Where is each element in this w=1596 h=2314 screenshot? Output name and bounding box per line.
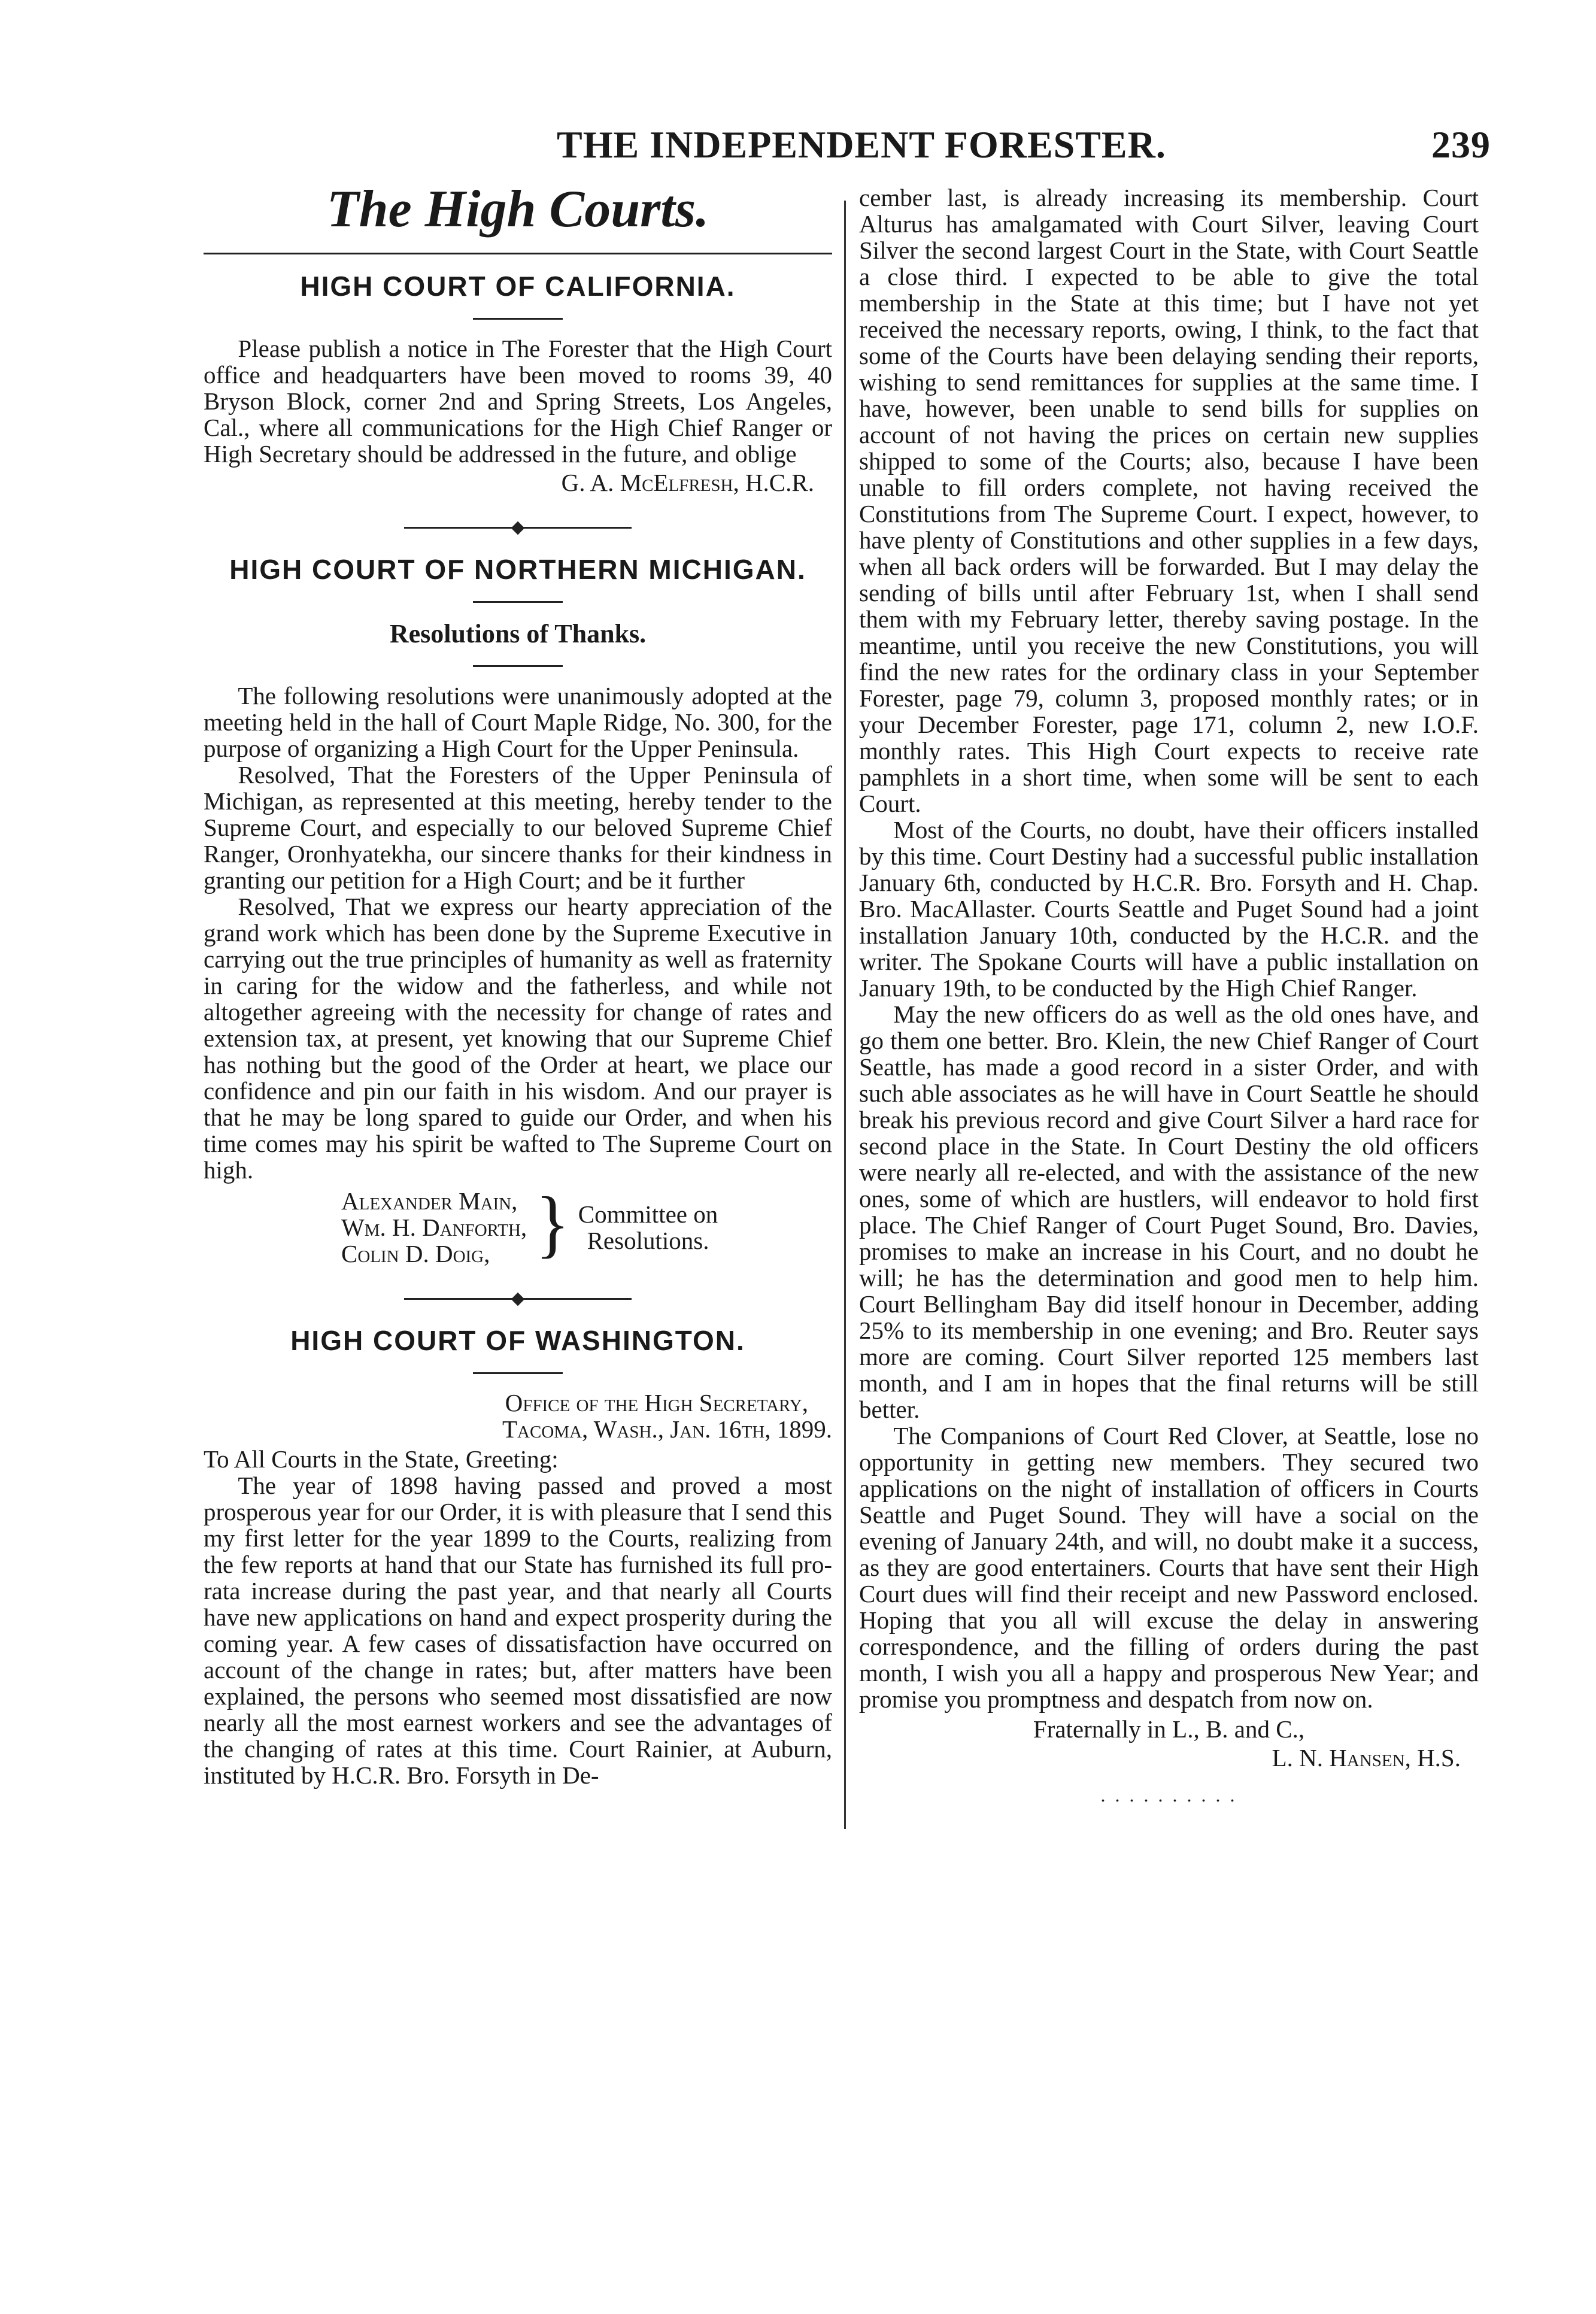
committee-label-line: Committee on bbox=[578, 1200, 718, 1228]
michigan-subrule bbox=[473, 665, 563, 667]
washington-heading: HIGH COURT OF WASHINGTON. bbox=[290, 1325, 745, 1356]
committee-member: Wm. H. Danforth, bbox=[341, 1214, 527, 1241]
washington-paragraph-3: May the new officers do as well as the old ones have, and go them one better. Bro. Klein, the new Chief Ranger of Court Seattle, has made a good record in a sister Order, and with such able associates as he will have in Court Seattle he should break his previous record and give Court Silver a hard race for second place in the State. In Court Destiny the old officers were nearly all re-elected, and with the assistance of the new ones, some of which are hustlers, will endeavor to hold first place. The Chief Ranger of Court Puget Sound, Bro. Davies, promises to make an increase in his Court, and no doubt he will; he has the determination and good men to help him. Court Bellingham Bay did itself honour in December, adding 25% to its membership in one evening; and Bro. Reuter says more are coming. Court Silver reported 125 members last month, and I am in hopes that the final returns will be still better. bbox=[859, 1000, 1479, 1423]
page-number: 239 bbox=[1431, 123, 1491, 166]
office-line: Office of the High Secretary, bbox=[505, 1389, 808, 1417]
washington-paragraph-2: Most of the Courts, no doubt, have their officers installed by this time. Court Destiny had a successful public installation January 6th, conducted by H.C.R. Bro. Forsyth and H. Chap. Bro. MacAllaster. Courts Seattle and Puget Sound had a joint installation January 10th, conducted by the H.C.R. and the writer. The Spokane Courts will have a public installation on January 19th, to be conducted by the High Chief Ranger. bbox=[859, 816, 1479, 1002]
california-heading: HIGH COURT OF CALIFORNIA. bbox=[300, 271, 736, 302]
michigan-resolved-2: Resolved, That we express our hearty appreciation of the grand work which has been done by the Supreme Executive in carrying out the true principles of humanity as well as fraternity in caring for the widow and the fatherless, and while not altogether agreeing with the necessity for change of rates and extension tax, at present, yet knowing that our Supreme Chief has nothing but the good of the Order at heart, we place our confidence and pin our faith in his wisdom. And our prayer is that he may be long spared to guide our Order, and when his time comes may his spirit be wafted to The Supreme Court on high. bbox=[204, 893, 832, 1184]
michigan-heading: HIGH COURT OF NORTHERN MICHIGAN. bbox=[229, 554, 806, 585]
office-dateline bbox=[204, 1390, 832, 1442]
dateline: Tacoma, Wash., Jan. 16th, 1899. bbox=[502, 1415, 832, 1443]
ornament-divider bbox=[204, 1285, 832, 1309]
running-head bbox=[557, 123, 1491, 171]
washington-signature: L. N. Hansen, H.S. bbox=[1272, 1744, 1461, 1772]
committee-member: Alexander Main, bbox=[341, 1187, 518, 1215]
california-signature: G. A. McElfresh, H.C.R. bbox=[561, 469, 814, 496]
california-body: Please publish a notice in The Forester that the High Court office and headquarters have been moved to rooms 39, 40 Bryson Block, corner 2nd and Spring Streets, Los Angeles, Cal., where all communications for the High Chief Ranger or High Secretary should be addressed in the future, and oblige bbox=[204, 335, 832, 468]
column-divider bbox=[844, 201, 846, 1829]
left-column bbox=[204, 180, 832, 1788]
greeting: To All Courts in the State, Greeting: bbox=[204, 1445, 559, 1473]
ornament-divider bbox=[204, 514, 832, 538]
committee-label bbox=[578, 1201, 718, 1254]
michigan-intro: The following resolutions were unanimously adopted at the meeting held in the hall of Court Maple Ridge, No. 300, for the purpose of organizing a High Court for the Upper Peninsula. bbox=[204, 682, 832, 762]
closing-line: Fraternally in L., B. and C., bbox=[1033, 1715, 1305, 1743]
committee-names bbox=[341, 1188, 527, 1267]
michigan-subheading: Resolutions of Thanks. bbox=[389, 619, 647, 648]
right-column bbox=[859, 184, 1479, 1808]
committee-member: Colin D. Doig, bbox=[341, 1240, 490, 1267]
washington-paragraph-1: The year of 1898 having passed and proved a most prosperous year for our Order, it is with pleasure that I send this my first letter for the year 1899 to the Courts, realizing from the few reports at hand that our State has furnished its full pro-rata increase during the past year, and that nearly all Courts have new applications on hand and expect prosperity during the coming year. A few cases of dissatisfaction have occurred on account of the change in rates; but, after matters have been explained, the persons who seemed most dissatisfied are now nearly all the most earnest workers and see the advantages of the changing of rates at this time. Court Rainier, at Auburn, instituted by H.C.R. Bro. Forsyth in De- bbox=[204, 1472, 832, 1789]
washington-paragraph-1-cont: cember last, is already increasing its membership. Court Alturus has amalgamated with Court Silver, leaving Court Silver the second largest Court in the State, with Court Seattle a close third. I expected to be able to give the total membership in the State at this time; but I have not yet received the necessary reports, owing, I think, to the fact that some of the Courts have been delaying sending their reports, wishing to send remittances for supplies at the same time. I have, however, been unable to send bills for supplies on account of not having the prices on certain new supplies shipped to some of the Courts; also, because I have been unable to fill orders complete, not having received the Constitutions from The Supreme Court. I expect, however, to have plenty of Constitutions and other supplies in a few days, when all back orders will be forwarded. But I may delay the sending of bills until after February 1st, when I shall send them with my February letter, thereby saving postage. In the meantime, until you receive the new Constitutions, you will find the new rates for the ordinary class in your September Forester, page 79, column 3, proposed monthly rates; or in your December Forester, page 171, column 2, new I.O.F. monthly rates. This High Court expects to receive rate pamphlets in a short time, when some will be sent to each Court. bbox=[859, 184, 1479, 817]
journal-title: THE INDEPENDENT FORESTER. bbox=[557, 123, 1166, 166]
california-rule bbox=[473, 318, 563, 320]
section-title: The High Courts. bbox=[326, 180, 709, 238]
washington-paragraph-4: The Companions of Court Red Clover, at Seattle, lose no opportunity in getting new members. They secured two applications on the night of installation of officers in Courts Seattle and Puget Sound. They will have a social on the evening of January 24th, and will, no doubt make it a success, as they are good entertainers. Courts that have sent their High Court dues will find their receipt and new Password enclosed. Hoping that you all will excuse the delay in answering correspondence, and the filling of orders during the past month, I wish you all a happy and prosperous New Year; and promise you promptness and despatch from now on. bbox=[859, 1422, 1479, 1713]
michigan-resolved-1: Resolved, That the Foresters of the Upper Peninsula of Michigan, as represented at this meeting, hereby tender to the Supreme Court, and especially to our beloved Supreme Chief Ranger, Oronhyatekha, our sincere thanks for their kindness in granting our petition for a High Court; and be it further bbox=[204, 761, 832, 894]
section-rule bbox=[204, 253, 832, 254]
committee-block bbox=[341, 1181, 832, 1267]
end-dots: . . . . . . . . . . bbox=[1100, 1784, 1237, 1806]
committee-label-line: Resolutions. bbox=[587, 1227, 709, 1254]
washington-rule bbox=[473, 1372, 563, 1374]
michigan-rule bbox=[473, 601, 563, 603]
brace-icon: } bbox=[535, 1181, 570, 1265]
